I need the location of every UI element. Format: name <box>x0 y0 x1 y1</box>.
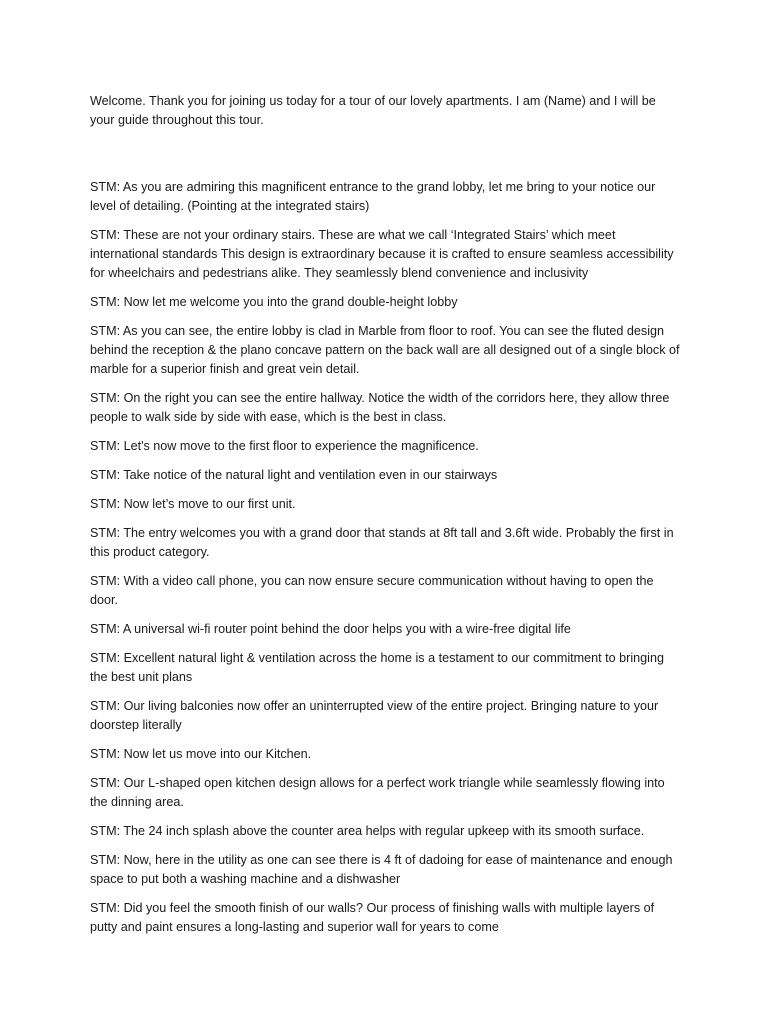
script-paragraph-11: STM: A universal wi-fi router point behind the door helps you with a wire-free digital life <box>90 622 571 636</box>
script-paragraph-13: STM: Our living balconies now offer an uninterrupted view of the entire project. Bringing nature to your doorstep literally <box>90 699 659 732</box>
script-paragraph-2: STM: These are not your ordinary stairs. These are what we call ‘Integrated Stairs’ which meet international standards This design is extraordinary because it is crafted to ensure seamless accessibility for wheelchairs and pedestrians alike. They seamlessly blend convenience and inclusivity <box>90 228 674 280</box>
document-page <box>90 92 680 947</box>
intro-paragraph: Welcome. Thank you for joining us today for a tour of our lovely apartments. I am (Name) and I will be your guide throughout this tour. <box>90 94 656 127</box>
script-paragraph-9: STM: The entry welcomes you with a grand door that stands at 8ft tall and 3.6ft wide. Probably the first in this product category. <box>90 526 674 559</box>
script-paragraph-15: STM: Our L-shaped open kitchen design allows for a perfect work triangle while seamlessly flowing into the dinning area. <box>90 776 665 809</box>
script-paragraph-12: STM: Excellent natural light & ventilation across the home is a testament to our commitment to bringing the best unit plans <box>90 651 664 684</box>
script-paragraph-8: STM: Now let’s move to our first unit. <box>90 497 296 511</box>
script-paragraph-17: STM: Now, here in the utility as one can see there is 4 ft of dadoing for ease of maintenance and enough space to put both a washing machine and a dishwasher <box>90 853 673 886</box>
script-paragraph-7: STM: Take notice of the natural light and ventilation even in our stairways <box>90 468 498 482</box>
script-paragraph-5: STM: On the right you can see the entire hallway. Notice the width of the corridors here, they allow three people to walk side by side with ease, which is the best in class. <box>90 391 670 424</box>
script-paragraph-14: STM: Now let us move into our Kitchen. <box>90 747 312 761</box>
script-paragraph-1: STM: As you are admiring this magnificent entrance to the grand lobby, let me bring to your notice our level of detailing. (Pointing at the integrated stairs) <box>90 180 656 213</box>
script-paragraph-16: STM: The 24 inch splash above the counter area helps with regular upkeep with its smooth surface. <box>90 824 645 838</box>
script-paragraph-18: STM: Did you feel the smooth finish of our walls? Our process of finishing walls with multiple layers of putty and paint ensures a long-lasting and superior wall for years to come <box>90 901 655 934</box>
script-paragraph-6: STM: Let's now move to the first floor to experience the magnificence. <box>90 439 479 453</box>
script-paragraph-3: STM: Now let me welcome you into the grand double-height lobby <box>90 295 458 309</box>
script-paragraph-4: STM: As you can see, the entire lobby is clad in Marble from floor to roof. You can see the fluted design behind the reception & the plano concave pattern on the back wall are all designed out of a single block of marble for a superior finish and great vein detail. <box>90 324 680 376</box>
script-paragraph-10: STM: With a video call phone, you can now ensure secure communication without having to open the door. <box>90 574 654 607</box>
